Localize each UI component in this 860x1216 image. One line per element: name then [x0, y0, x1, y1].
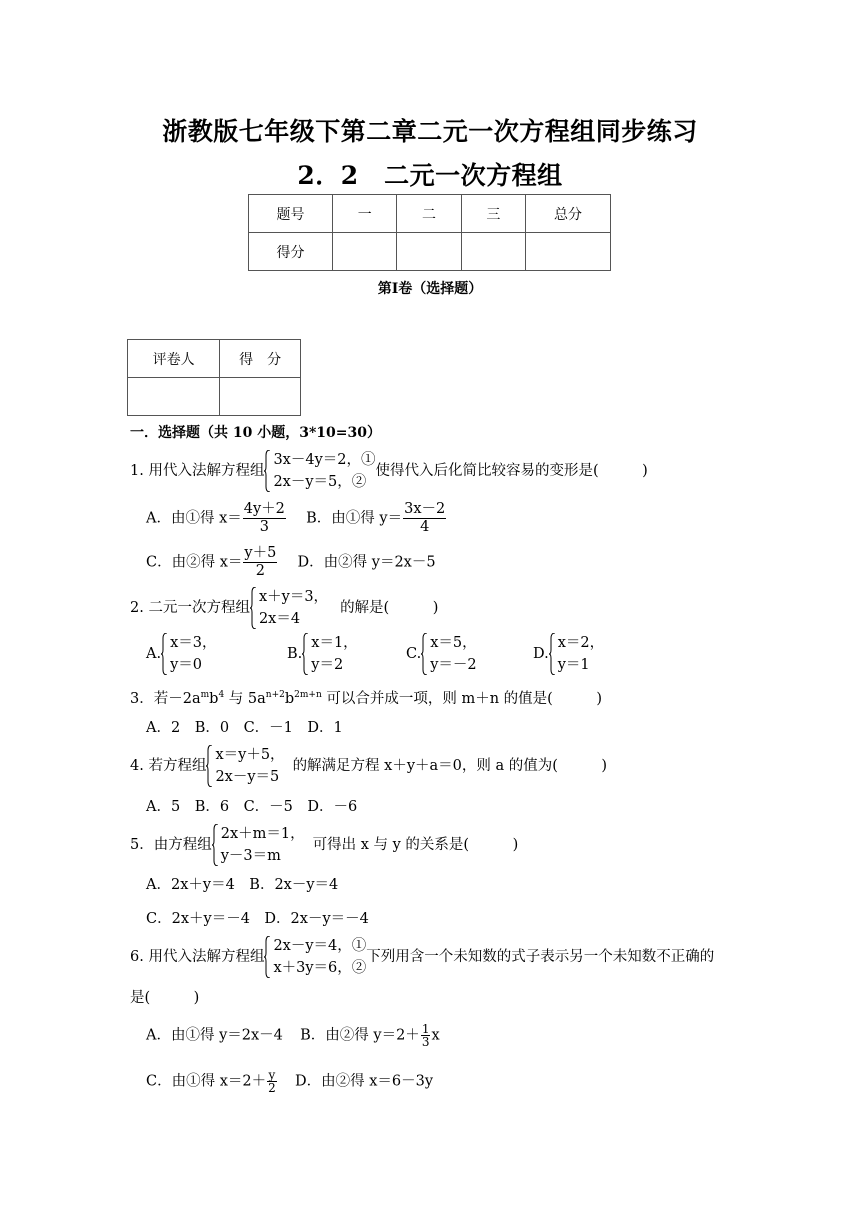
page-title: 浙教版七年级下第二章二元一次方程组同步练习 [162, 117, 698, 146]
question-2 [130, 586, 438, 630]
q6-option-b[interactable]: B．由②得 y＝2＋ [300, 1027, 420, 1044]
q2-eq1: x＋y＝3， [258, 589, 329, 605]
q2-a-system: x＝3， y＝0 [161, 632, 216, 676]
q1-option-b[interactable]: B．由①得 y＝ [306, 510, 403, 527]
q1-a-fraction: $\frac{4y+2}{3}$ [243, 501, 285, 535]
q1-option-c[interactable]: C．由②得 x＝ [146, 554, 243, 571]
brace-icon [250, 587, 257, 629]
q4-options[interactable]: A．5 B．6 C．－5 D．－6 [146, 799, 358, 815]
q2-eq2: 2x＝4 [258, 611, 301, 627]
question-6: 6. 用代入法解方程组 2x－y＝4，① x＋3y＝6，② 下列用含一个未知数的式子表示另一个未知数不正确的 [130, 935, 714, 979]
q2-option-b[interactable]: B. x＝1， y＝2 [287, 632, 358, 676]
score-row-label: 得分 [249, 233, 333, 271]
q5-options-cd[interactable]: C．2x＋y＝－4 D．2x－y＝－4 [146, 911, 369, 927]
q6-c-fraction: $\frac{y}{2}$ [268, 1068, 276, 1095]
brace-icon [549, 633, 556, 675]
q1-stem-post: 使得代入后化简比较容易的变形是( ) [375, 463, 648, 479]
q6-stem-continued: 是( ) [130, 990, 200, 1006]
q1-option-a[interactable]: A．由①得 x＝ [146, 510, 242, 527]
score-input-cell[interactable] [525, 233, 610, 271]
grader-table [127, 339, 301, 416]
brace-icon [302, 633, 309, 675]
score-input-cell[interactable] [461, 233, 525, 271]
grader-header-cell: 评卷人 [128, 340, 220, 378]
q6-option-c[interactable]: C．由①得 x＝2＋ [146, 1073, 267, 1090]
q2-b-system: x＝1， y＝2 [302, 632, 357, 676]
question-1 [130, 449, 648, 493]
q2-equation-system [250, 586, 328, 630]
q6-b-fraction: $\frac{1}{3}$ [421, 1022, 430, 1049]
q6-option-d[interactable]: D．由②得 x＝6－3y [294, 1073, 434, 1090]
q2-option-a[interactable]: A. x＝3， y＝0 [146, 632, 217, 676]
brace-icon [421, 633, 428, 675]
brace-icon [161, 633, 168, 675]
grader-input-cell[interactable] [220, 378, 301, 416]
q1-eq1: 3x－4y＝2，① [273, 452, 376, 468]
grader-header-cell: 得 分 [220, 340, 301, 378]
grader-input-cell[interactable] [128, 378, 220, 416]
q1-b-fraction: $\frac{3x-2}{4}$ [404, 501, 446, 535]
page-subtitle: 2．2 二元一次方程组 [297, 161, 563, 190]
q1-equation-system [264, 449, 375, 493]
q2-option-d[interactable]: D. x＝2， y＝1 [533, 632, 604, 676]
q3-options[interactable]: A．2 B．0 C．－1 D．1 [146, 720, 343, 736]
section-title: 第Ⅰ卷（选择题） [377, 281, 483, 297]
question-5: 5．由方程组 2x＋m＝1， y－3＝m 可得出 x 与 y 的关系是( ) [130, 823, 518, 867]
q1-option-d[interactable]: D．由②得 y＝2x－5 [297, 554, 436, 571]
score-input-cell[interactable] [397, 233, 461, 271]
q1-options-ab [146, 501, 447, 536]
score-table [248, 194, 611, 271]
q6-options-cd [146, 1069, 433, 1094]
q5-equation-system: 2x＋m＝1， y－3＝m [212, 823, 305, 867]
q2-option-c[interactable]: C. x＝5， y＝－2 [406, 632, 477, 676]
q1-stem-pre: 1. 用代入法解方程组 [130, 463, 265, 479]
score-header-cell: 二 [397, 195, 461, 233]
q5-options-ab[interactable]: A．2x＋y＝4 B．2x－y＝4 [146, 877, 339, 893]
q6-option-a[interactable]: A．由①得 y＝2x－4 [146, 1027, 283, 1044]
q6-options-ab: A．由①得 y＝2x－4 B．由②得 y＝2＋ $\frac{1}{3}$ x [146, 1022, 440, 1049]
q1-c-fraction: $\frac{y+5}{2}$ [244, 545, 277, 579]
score-header-cell: 一 [333, 195, 397, 233]
brace-icon [264, 936, 271, 978]
brace-icon [264, 450, 271, 492]
score-header-cell: 三 [461, 195, 525, 233]
brace-icon [206, 745, 213, 787]
q4-equation-system: x＝y＋5， 2x－y＝5 [206, 744, 284, 788]
question-4: 4. 若方程组 x＝y＋5， 2x－y＝5 的解满足方程 x＋y＋a＝0，则 a 的值为( ) [130, 744, 607, 788]
part1-title: 一．选择题（共 10 小题，3*10=30） [130, 425, 381, 441]
score-header-cell: 题号 [249, 195, 333, 233]
q2-stem-pre: 2. 二元一次方程组 [130, 600, 250, 616]
q1-eq2: 2x－y＝5，② [273, 474, 367, 490]
q6-equation-system: 2x－y＝4，① x＋3y＝6，② [264, 935, 366, 979]
brace-icon [212, 824, 219, 866]
q2-d-system: x＝2， y＝1 [549, 632, 604, 676]
q2-c-system: x＝5， y＝－2 [421, 632, 476, 676]
q1-options-cd [146, 545, 436, 580]
q2-stem-post: 的解是( ) [340, 600, 439, 616]
score-input-cell[interactable] [333, 233, 397, 271]
score-header-cell: 总分 [525, 195, 610, 233]
question-3: 3．若$-2a^mb^4$ 与 $5a^{n+2}b^{2m+n}$ 可以合并成一项，则 m＋n 的值是( ) [130, 690, 602, 707]
